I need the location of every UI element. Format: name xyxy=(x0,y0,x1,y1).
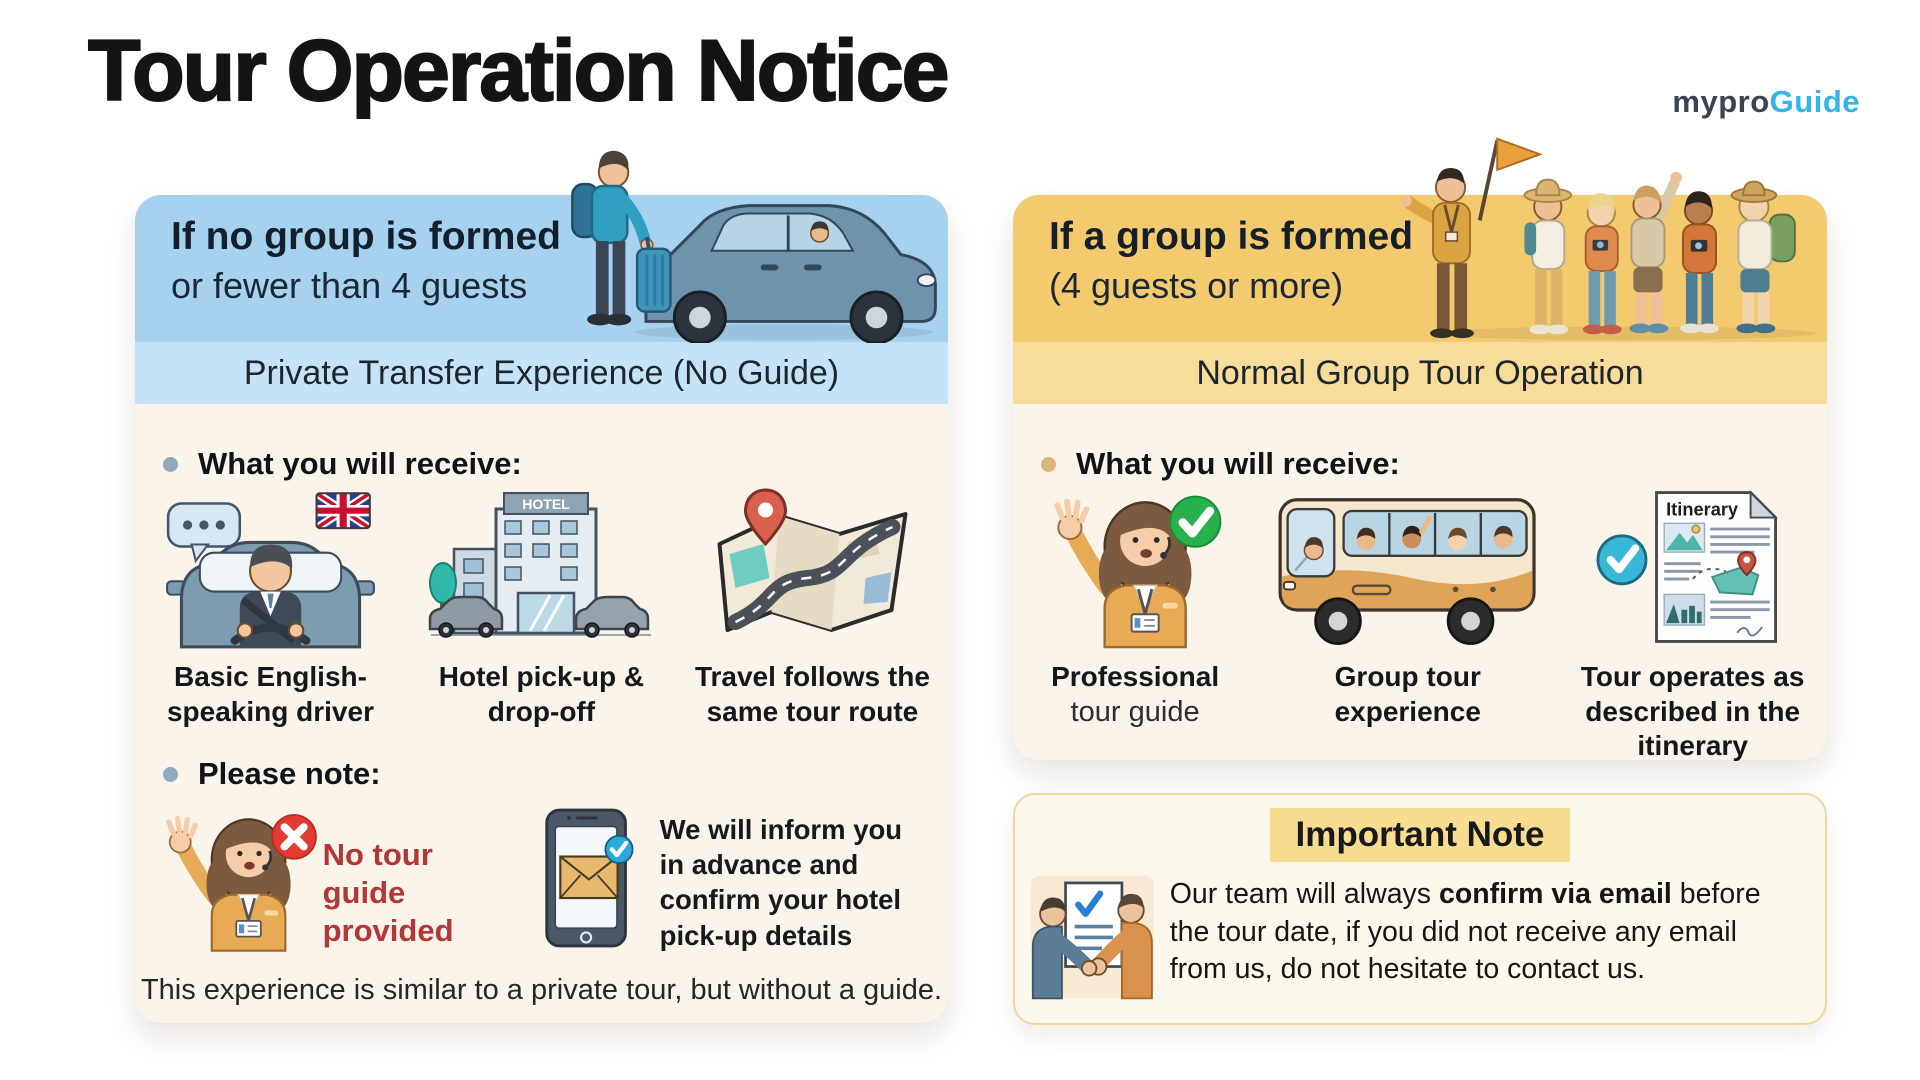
list-item-guide xyxy=(1013,482,1257,764)
important-note-title: Important Note xyxy=(1270,808,1571,862)
group-subheader: Normal Group Tour Operation xyxy=(1013,342,1827,404)
please-note-heading xyxy=(163,756,381,792)
important-note-box xyxy=(1013,793,1827,1025)
receive-items-left xyxy=(135,482,948,729)
english-speaking-driver-icon xyxy=(163,485,378,649)
no-group-body xyxy=(135,404,948,1023)
important-note-text-bold: confirm via email xyxy=(1438,878,1672,910)
no-group-panel xyxy=(135,195,948,1023)
please-note-heading-label: Please note: xyxy=(198,756,381,791)
confirm-pickup-label: We will inform you in advance and confirm your hotel pick-up details xyxy=(659,814,903,951)
receive-items-right xyxy=(1013,482,1827,764)
list-item-itinerary xyxy=(1558,482,1827,764)
receive-heading-left xyxy=(163,446,522,482)
important-note-text-prefix: Our team will always xyxy=(1169,878,1439,910)
bullet-icon xyxy=(163,767,178,782)
agreement-handshake-icon xyxy=(1031,874,1154,1000)
map-route-icon xyxy=(705,482,920,652)
list-item-map xyxy=(677,482,948,729)
group-header xyxy=(1013,195,1827,342)
receive-heading-right-label: What you will receive: xyxy=(1076,446,1400,481)
tour-group-illustration xyxy=(1401,131,1821,343)
no-group-header xyxy=(135,195,948,342)
list-item-driver xyxy=(135,482,406,729)
receive-heading-right xyxy=(1041,446,1400,482)
no-group-footer: This experience is similar to a private tour, but without a guide. xyxy=(140,974,943,1006)
hotel-sign-label: HOTEL xyxy=(522,496,571,512)
no-group-condition-subtitle: or fewer than 4 guests xyxy=(171,264,528,306)
bullet-icon xyxy=(1041,457,1056,472)
hotel-pickup-icon xyxy=(426,487,656,647)
group-body xyxy=(1013,404,1827,760)
brand-logo-guide: Guide xyxy=(1769,84,1860,119)
item-label-rest: tour guide xyxy=(1070,695,1200,728)
important-note-text-suffix: before the tour date, if you did not receive any email from us, do not hesitate to contact us. xyxy=(1169,878,1761,986)
list-item-bus xyxy=(1257,482,1558,764)
item-label-bold: Professional xyxy=(1051,661,1220,692)
traveler-with-car-illustration xyxy=(549,135,944,343)
group-condition-subtitle: (4 guests or more) xyxy=(1049,264,1344,306)
list-item-hotel xyxy=(406,482,677,729)
brand-logo-mypro: mypro xyxy=(1672,84,1770,119)
no-group-condition-title: If no group is formed xyxy=(171,215,561,258)
no-group-condition xyxy=(171,215,561,307)
item-label: Hotel pick-up & drop-off xyxy=(438,661,645,727)
bullet-icon xyxy=(163,457,178,472)
group-condition-title: If a group is formed xyxy=(1049,215,1414,258)
page-title: Tour Operation Notice xyxy=(88,23,948,119)
professional-tour-guide-icon xyxy=(1043,485,1228,649)
item-label-bold: Tour operates as described in the itinerary xyxy=(1580,661,1805,762)
no-tour-guide-icon xyxy=(161,796,319,960)
receive-heading-left-label: What you will receive: xyxy=(198,446,522,481)
no-tour-guide-label: No tour guide provided xyxy=(322,837,454,948)
important-note-text xyxy=(1170,876,1799,989)
itinerary-title-label: Itinerary xyxy=(1665,498,1738,520)
group-condition xyxy=(1049,215,1413,307)
item-label-bold: Group tour experience xyxy=(1334,661,1481,727)
item-label: Travel follows the same tour route xyxy=(694,661,930,727)
phone-email-icon xyxy=(536,796,643,960)
item-label: Basic English-speaking driver xyxy=(166,661,374,727)
no-group-subheader: Private Transfer Experience (No Guide) xyxy=(135,342,948,404)
itinerary-document-icon xyxy=(1593,483,1793,651)
group-tour-bus-icon xyxy=(1263,483,1553,651)
please-note-items xyxy=(161,796,934,960)
group-panel xyxy=(1013,195,1827,760)
brand-logo xyxy=(1672,84,1860,120)
